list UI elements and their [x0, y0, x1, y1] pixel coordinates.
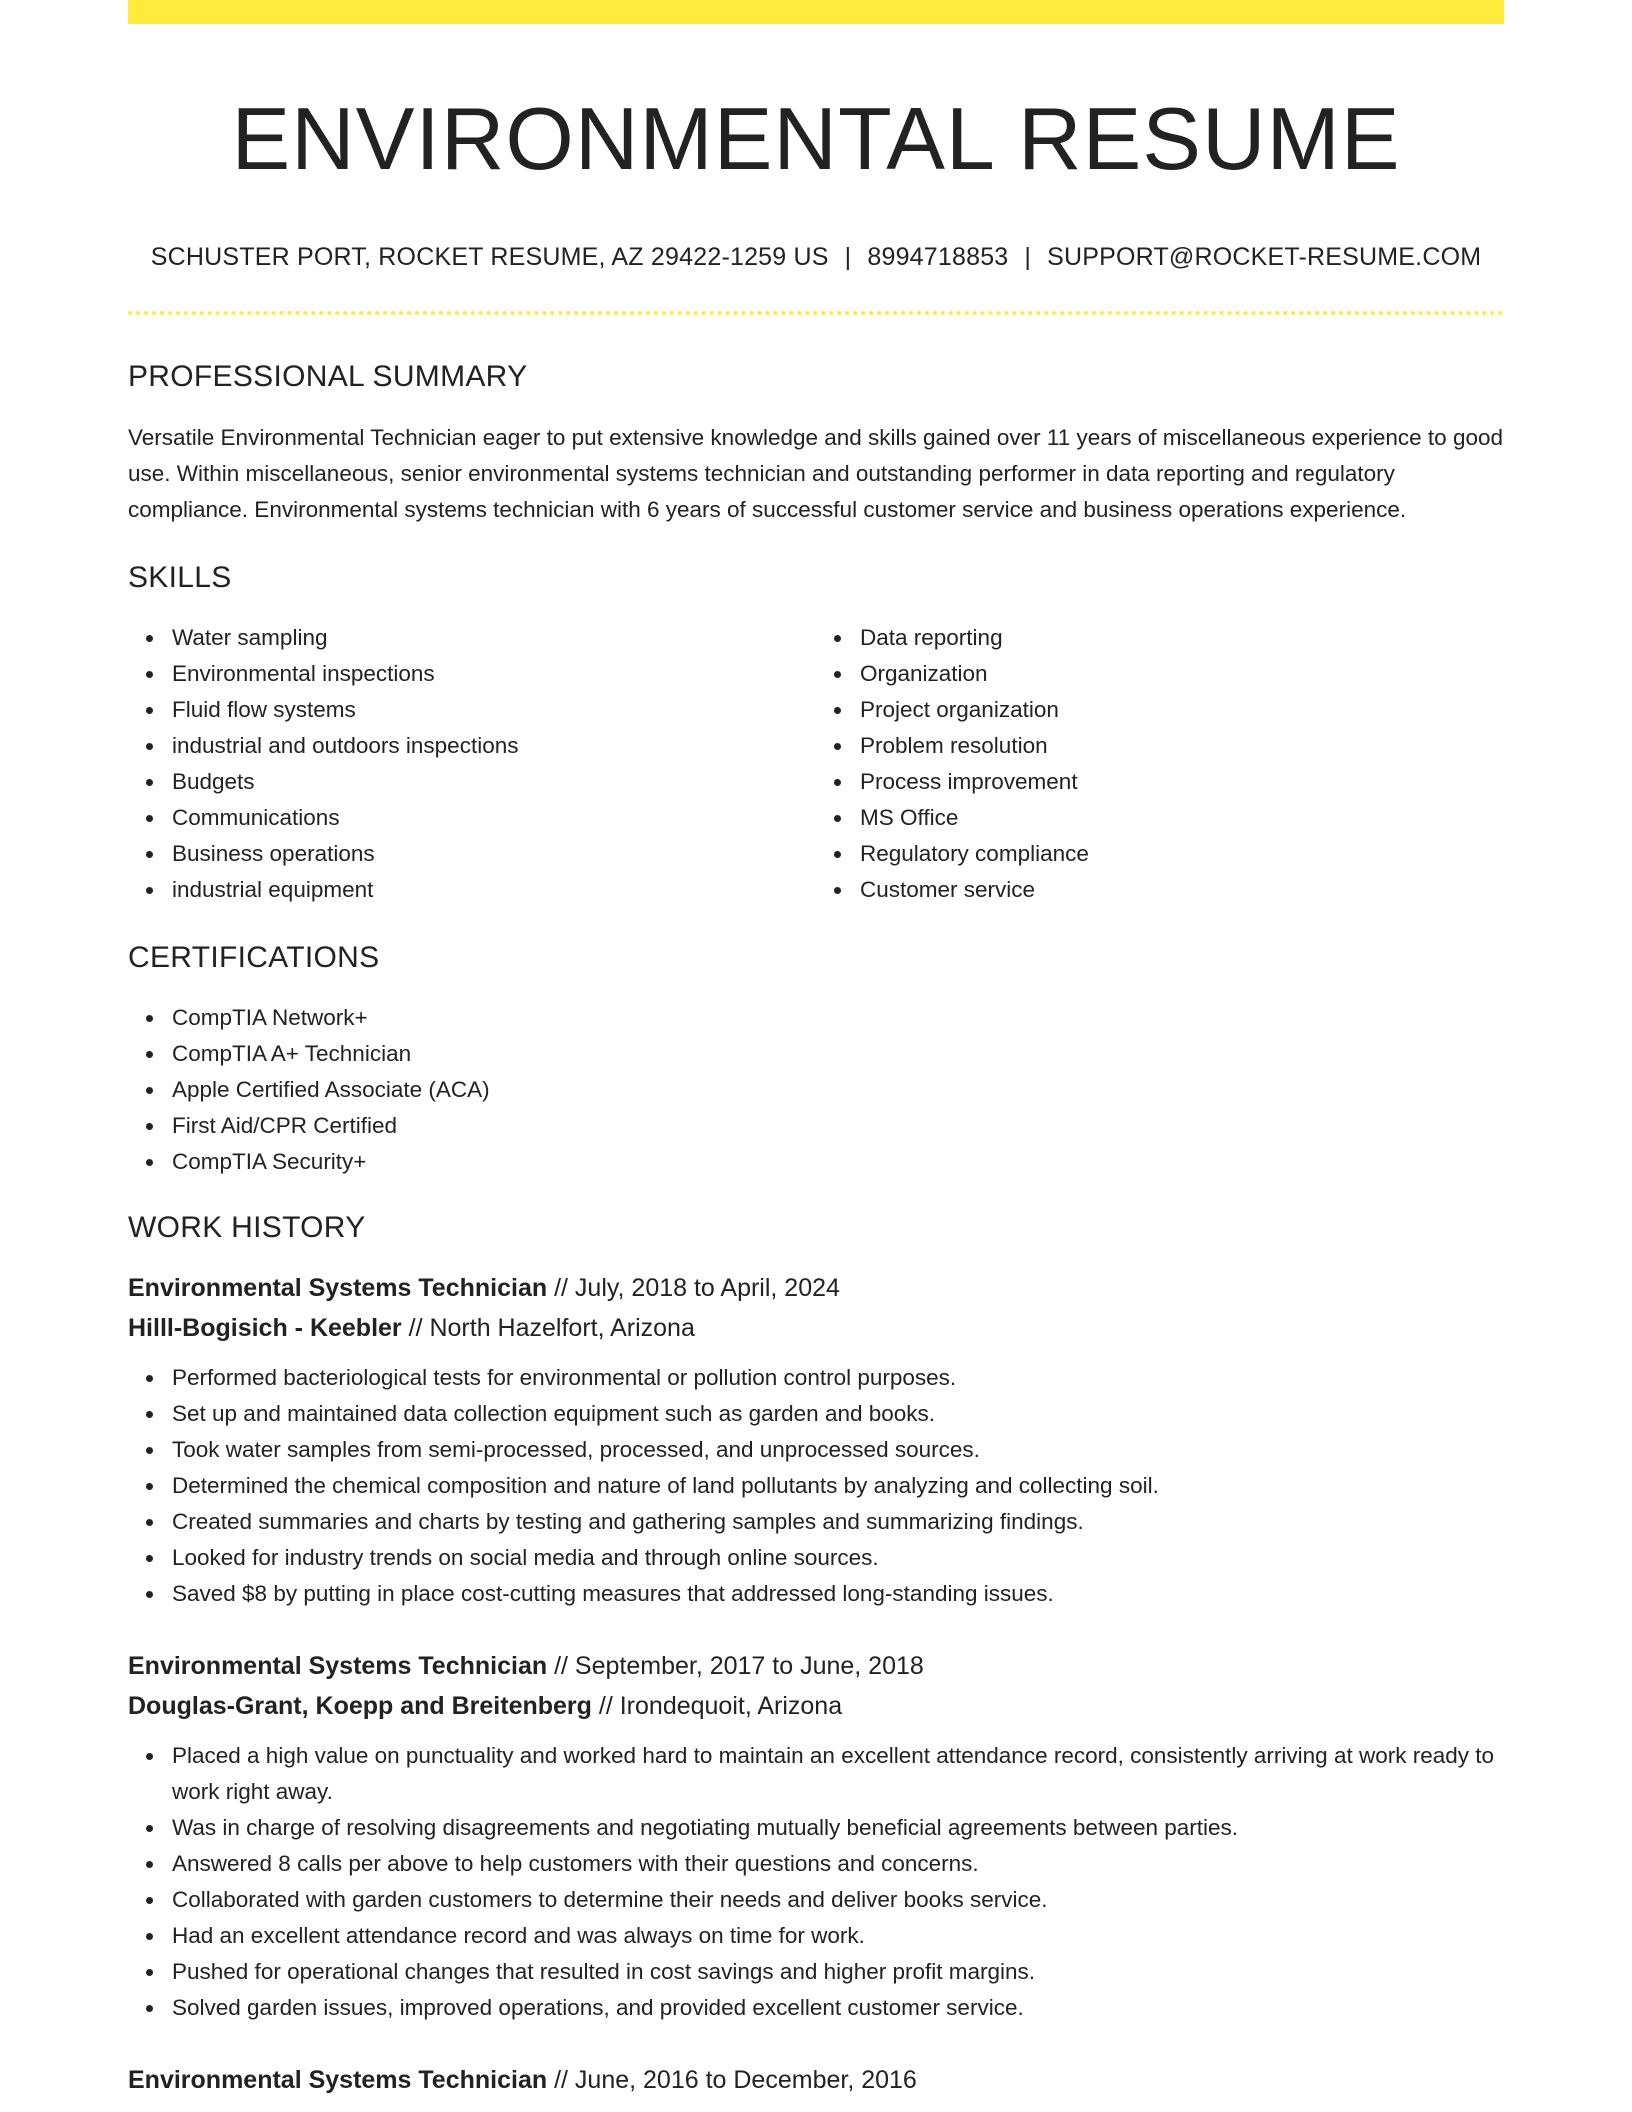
job-duty-item: Saved $8 by putting in place cost-cutting measures that addressed long-standing issues. — [172, 1576, 1504, 1612]
contact-separator: | — [1024, 242, 1032, 271]
job-company-line — [128, 1686, 1504, 1726]
summary-text: Versatile Environmental Technician eager to put extensive knowledge and skills gained over 11 years of miscellaneous experience to good use. Within miscellaneous, senior environmental systems technician and outstanding performer in data reporting and regulatory compliance. Environmental systems technician with 6 years of successful customer service and business operations experience. — [128, 424, 1503, 522]
job-company: Hilll-Bogisich - Keebler — [128, 1313, 402, 1342]
job-duty-item: Looked for industry trends on social media and through online sources. — [172, 1540, 1504, 1576]
job-separator: // — [591, 1691, 620, 1720]
job-role: Environmental Systems Technician — [128, 1651, 548, 1680]
skill-item: Data reporting — [860, 620, 1504, 656]
job-dates: September, 2017 to June, 2018 — [574, 1651, 924, 1680]
job-duty-item: Took water samples from semi-processed, processed, and unprocessed sources. — [172, 1432, 1504, 1468]
contact-line — [128, 240, 1504, 274]
job-entry — [128, 1646, 1504, 2026]
skill-item: Regulatory compliance — [860, 836, 1504, 872]
job-location: Irondequoit, Arizona — [619, 1691, 843, 1720]
job-entry — [128, 1268, 1504, 1612]
skill-item: Customer service — [860, 872, 1504, 908]
summary-heading: PROFESSIONAL SUMMARY — [128, 359, 528, 393]
job-separator: // — [401, 1313, 430, 1342]
resume-page — [128, 0, 1504, 2100]
job-role: Environmental Systems Technician — [128, 1273, 548, 1302]
top-accent-bar — [128, 0, 1504, 24]
job-company: Douglas-Grant, Koepp and Breitenberg — [128, 1691, 592, 1720]
skills-list-right — [816, 620, 1504, 908]
skills-columns — [128, 620, 1504, 908]
work-history-heading: WORK HISTORY — [128, 1210, 366, 1244]
job-separator: // — [547, 2065, 575, 2094]
dotted-divider — [128, 311, 1504, 315]
skill-item: Problem resolution — [860, 728, 1504, 764]
skill-item: Water sampling — [172, 620, 816, 656]
skill-item: Fluid flow systems — [172, 692, 816, 728]
job-dates: July, 2018 to April, 2024 — [574, 1273, 840, 1302]
certifications-heading: CERTIFICATIONS — [128, 940, 380, 974]
job-location: North Hazelfort, Arizona — [429, 1313, 695, 1342]
certification-item: First Aid/CPR Certified — [172, 1108, 1504, 1144]
skill-item: Project organization — [860, 692, 1504, 728]
job-role-line — [128, 1268, 1504, 1308]
job-duty-item: Created summaries and charts by testing and gathering samples and summarizing findings. — [172, 1504, 1504, 1540]
contact-address: SCHUSTER PORT, ROCKET RESUME, AZ 29422-1259 US — [150, 242, 829, 271]
job-duty-item: Had an excellent attendance record and was always on time for work. — [172, 1918, 1504, 1954]
job-duty-item: Determined the chemical composition and nature of land pollutants by analyzing and collecting soil. — [172, 1468, 1504, 1504]
job-separator: // — [547, 1273, 575, 1302]
job-duties-list — [128, 1360, 1504, 1612]
job-role-line — [128, 1646, 1504, 1686]
job-duty-item: Placed a high value on punctuality and worked hard to maintain an excellent attendance record, consistently arriving at work ready to work right away. — [172, 1738, 1504, 1810]
skill-item: Environmental inspections — [172, 656, 816, 692]
job-duty-item: Pushed for operational changes that resulted in cost savings and higher profit margins. — [172, 1954, 1504, 1990]
job-entry — [128, 2060, 1504, 2100]
job-duty-item: Collaborated with garden customers to determine their needs and deliver books service. — [172, 1882, 1504, 1918]
skill-item: Process improvement — [860, 764, 1504, 800]
skill-item: Budgets — [172, 764, 816, 800]
certification-item: CompTIA A+ Technician — [172, 1036, 1504, 1072]
certification-item: CompTIA Network+ — [172, 1000, 1504, 1036]
job-role-line — [128, 2060, 1504, 2100]
skills-list-left — [128, 620, 816, 908]
job-duty-item: Solved garden issues, improved operations, and provided excellent customer service. — [172, 1990, 1504, 2026]
job-duty-item: Was in charge of resolving disagreements and negotiating mutually beneficial agreements between parties. — [172, 1810, 1504, 1846]
skill-item: industrial and outdoors inspections — [172, 728, 816, 764]
skill-item: Communications — [172, 800, 816, 836]
job-dates: June, 2016 to December, 2016 — [574, 2065, 917, 2094]
job-duties-list — [128, 1738, 1504, 2026]
job-company-line — [128, 1308, 1504, 1348]
certifications-list — [128, 1000, 1504, 1180]
job-duty-item: Performed bacteriological tests for environmental or pollution control purposes. — [172, 1360, 1504, 1396]
skill-item: Organization — [860, 656, 1504, 692]
skill-item: MS Office — [860, 800, 1504, 836]
resume-title: ENVIRONMENTAL RESUME — [231, 89, 1401, 188]
certification-item: Apple Certified Associate (ACA) — [172, 1072, 1504, 1108]
skills-heading: SKILLS — [128, 560, 232, 594]
contact-phone: 8994718853 — [867, 242, 1009, 271]
contact-email[interactable]: SUPPORT@ROCKET-RESUME.COM — [1047, 242, 1482, 271]
job-duty-item: Set up and maintained data collection equipment such as garden and books. — [172, 1396, 1504, 1432]
certification-item: CompTIA Security+ — [172, 1144, 1504, 1180]
job-duty-item: Answered 8 calls per above to help customers with their questions and concerns. — [172, 1846, 1504, 1882]
contact-separator: | — [844, 242, 852, 271]
job-separator: // — [547, 1651, 575, 1680]
skill-item: industrial equipment — [172, 872, 816, 908]
skill-item: Business operations — [172, 836, 816, 872]
job-role: Environmental Systems Technician — [128, 2065, 548, 2094]
